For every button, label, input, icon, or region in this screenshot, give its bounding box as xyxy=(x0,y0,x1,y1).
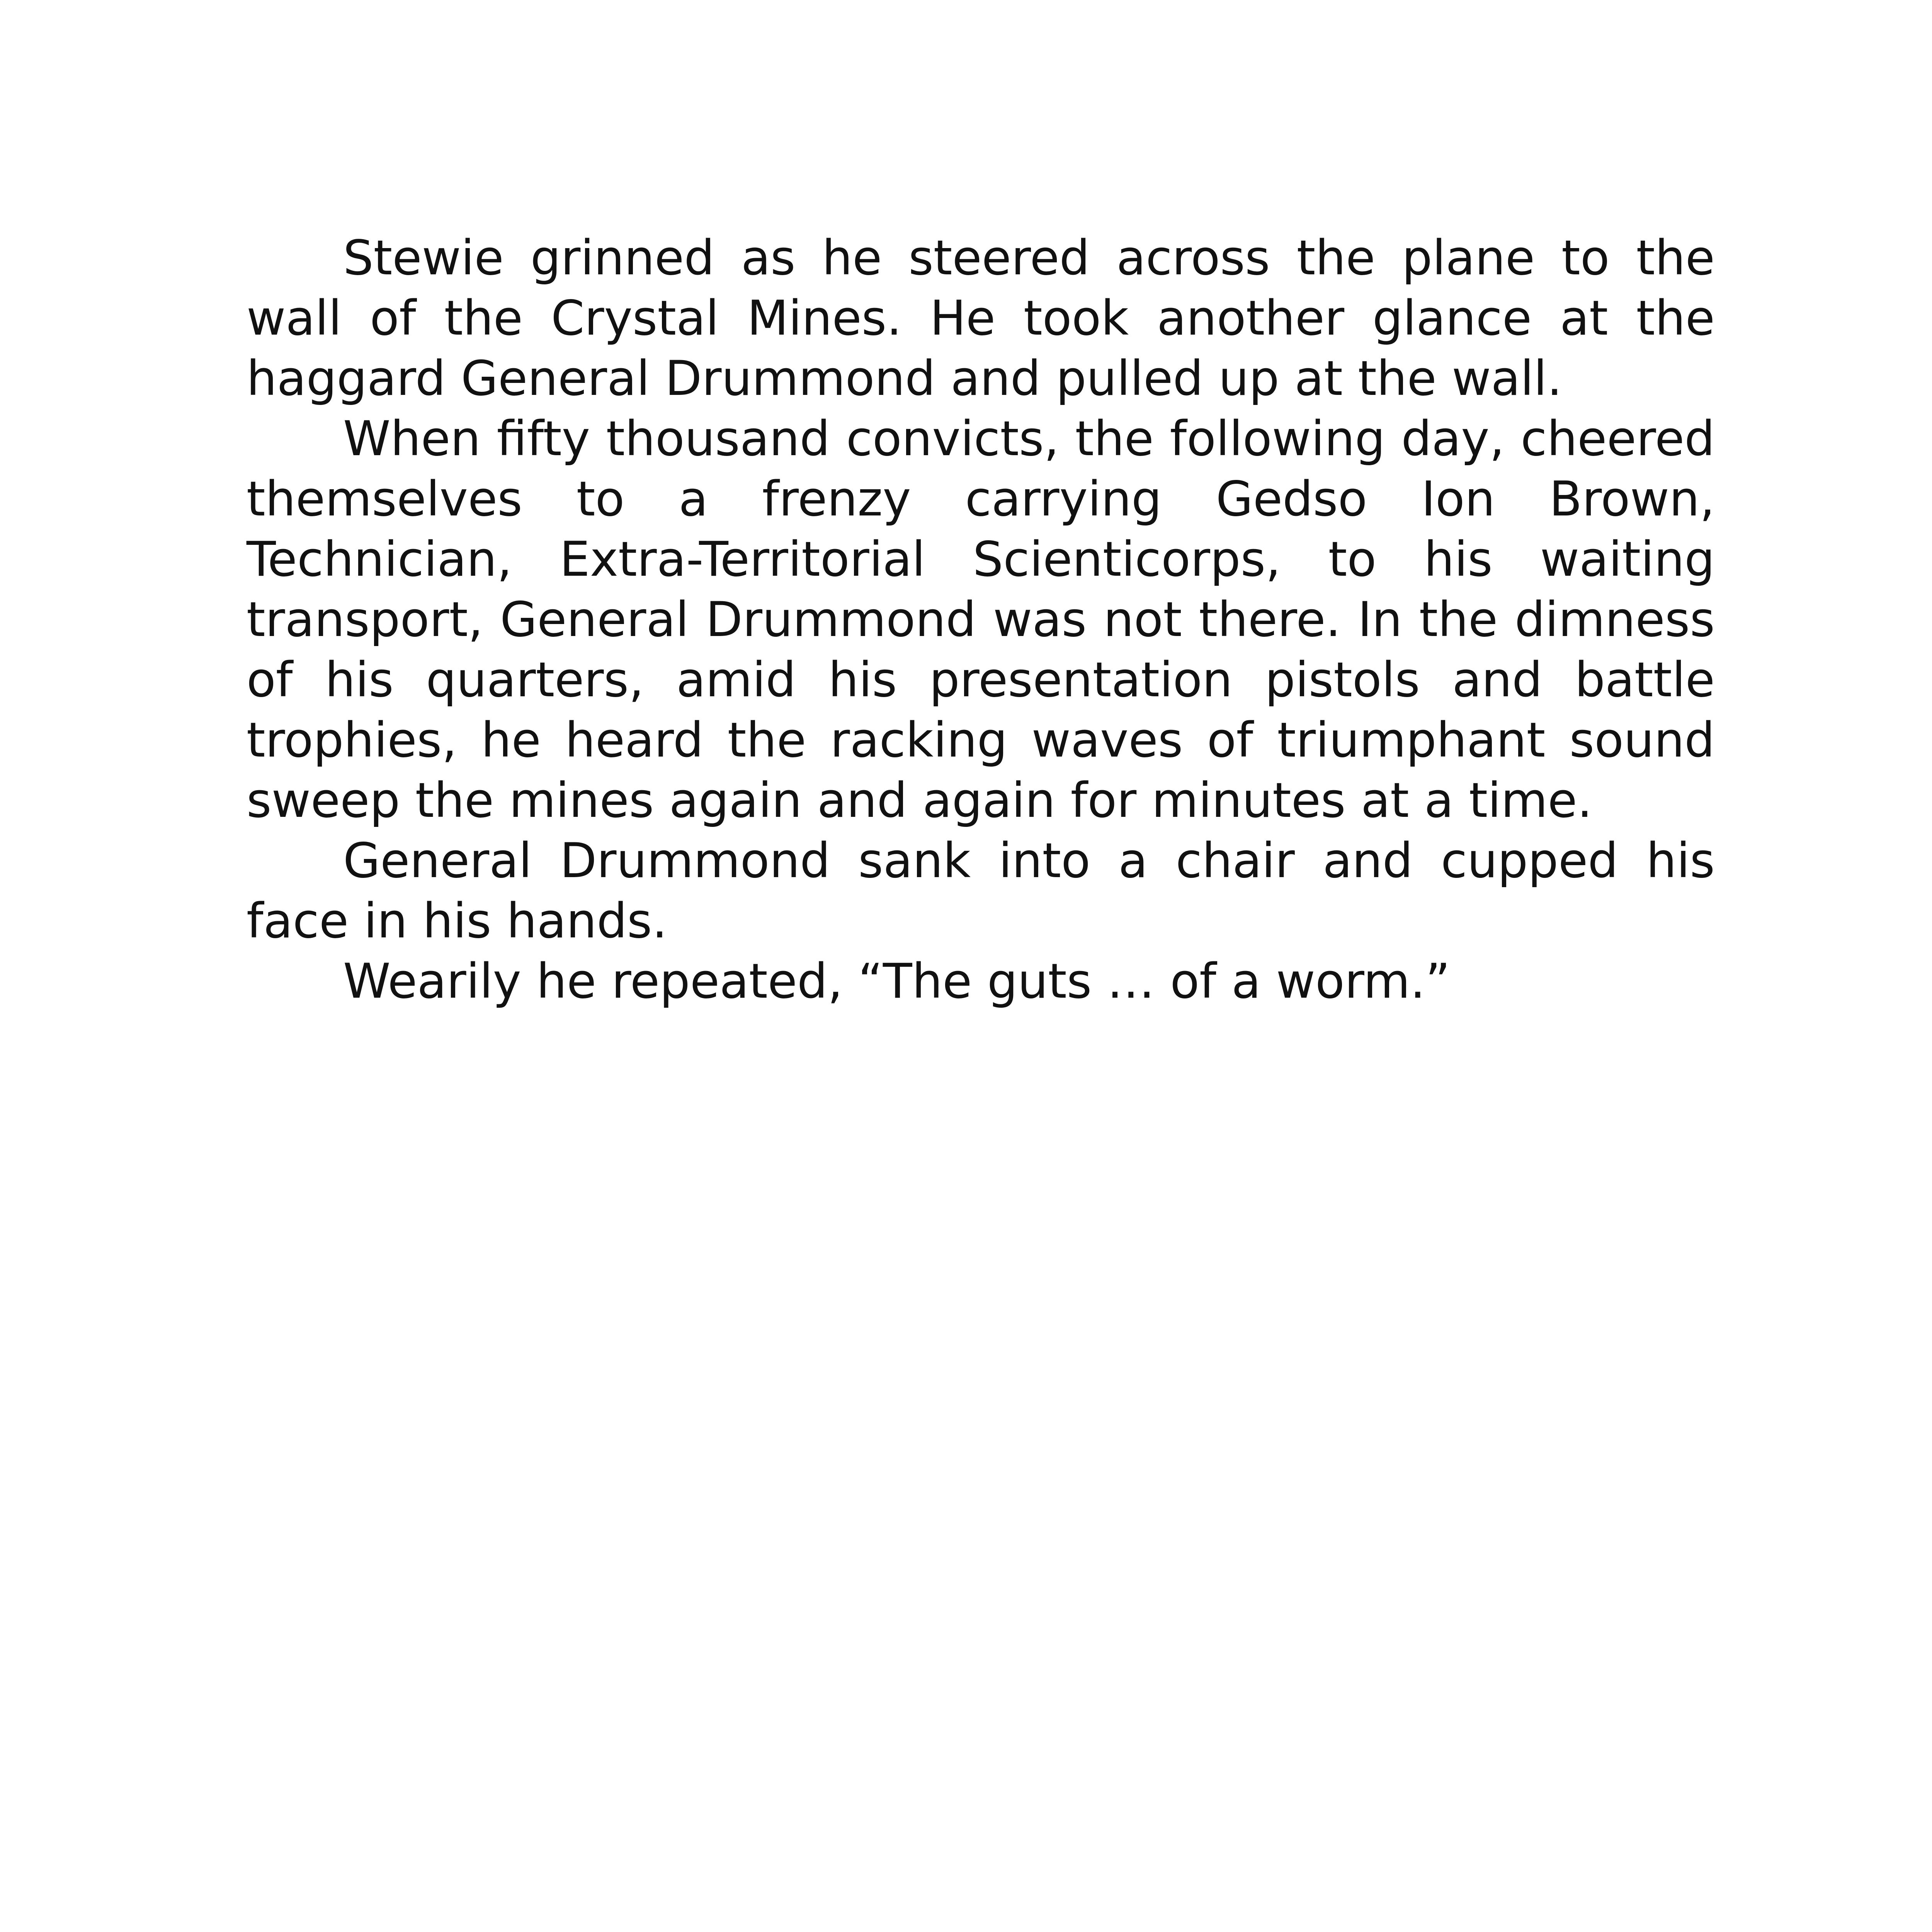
paragraph: Stewie grinned as he steered across the plane to the wall of the Crystal Mines. He took another glance at the haggard General Drummond and pulled up at the wall. xyxy=(247,230,1715,406)
paragraph: When fifty thousand convicts, the following day, cheered themselves to a frenzy carrying Gedso Ion Brown, Technician, Extra-Territorial Scienticorps, to his waiting transport, General Drummond was not there. In the dimness of his quarters, amid his presentation pistols and battle trophies, he heard the racking waves of triumphant sound sweep the mines again and again for minutes at a time. xyxy=(247,411,1715,828)
story-text xyxy=(247,228,1715,1012)
paragraph: Wearily he repeated, “The guts … of a worm.” xyxy=(343,954,1451,1009)
paragraph: General Drummond sank into a chair and cupped his face in his hands. xyxy=(247,833,1715,949)
